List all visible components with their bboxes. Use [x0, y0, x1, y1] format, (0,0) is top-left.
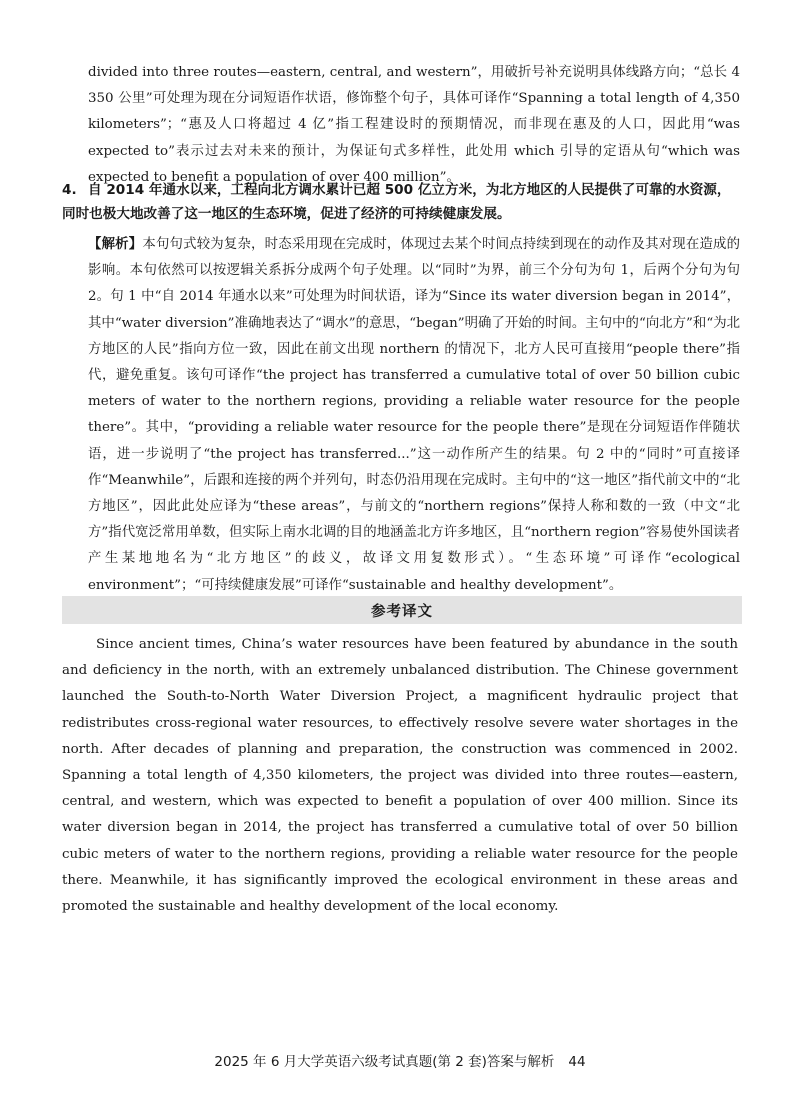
- section-header: [62, 596, 742, 624]
- section-title: 参考译文: [371, 603, 433, 620]
- page-number: 44: [568, 1054, 586, 1070]
- translation-paragraph: Since ancient times, China’s water resources have been featured by abundance in the south and deficiency in the north, with an extremely unbalanced distribution. The Chinese government launched the South-to-North Water Diversion Project, a magnificent hydraulic project that redistributes cross-regional water resources, to effectively resolve severe water shortages in the north. After decades of planning and preparation, the construction was commenced in 2002. Spanning a total length of 4,350 kilometers, the project was divided into three routes—eastern, central, and western, which was expected to benefit a population of over 400 million. Since its water diversion began in 2014, the project has transferred a cumulative total of over 50 billion cubic meters of water to the northern regions, providing a reliable water resource for the people there. Meanwhile, it has significantly improved the ecological environment in these areas and promoted the sustainable and healthy development of the local economy.: [62, 637, 738, 915]
- analysis-tag: 【解析】: [88, 237, 143, 252]
- footer-title: 2025 年 6 月大学英语六级考试真题(第 2 套)答案与解析: [214, 1054, 555, 1070]
- question-text: 自 2014 年通水以来，工程向北方调水累计已超 500 亿立方米，为北方地区的人民提供了可靠的水资源，同时也极大地改善了这一地区的生态环境，促进了经济的可持续健康发展。: [62, 182, 731, 222]
- analysis-text: 本句句式较为复杂，时态采用现在完成时，体现过去某个时间点持续到现在的动作及其对现在造成的影响。本句依然可以按逻辑关系拆分成两个句子处理。以“同时”为界，前三个分句为句 1，后两个分句为句 2。句 1 中“自 2014 年通水以来”可处理为时间状语，译为“Since its water diversion began in 2014”，其中“water diversion”准确地表达了“调水”的意思，“began”明确了开始的时间。主句中的“向北方”和“为北方地区的人民”指向方位一致，因此在前文出现 northern 的情况下，北方人民可直接用“people there”指代，避免重复。该句可译作“the project has transferred a cumulative total of over 50 billion cubic meters of water to the northern regions, providing a reliable water resource for the people there”。其中，“providing a reliable water resource for the people there”是现在分词短语作伴随状语，进一步说明了“the project has transferred...”这一动作所产生的结果。句 2 中的“同时”可直接译作“Meanwhile”，后跟和连接的两个并列句，时态仍沿用现在完成时。主句中的“这一地区”指代前文中的“北方地区”，因此此处应译为“these areas”，与前文的“northern regions”保持人称和数的一致（中文“北方”指代宽泛常用单数，但实际上南水北调的目的地涵盖北方许多地区，且“northern region”容易使外国读者产生某地地名为“北方地区”的歧义，故译文用复数形式）。“生态环境”可译作“ecological environment”；“可持续健康发展”可译作“sustainable and healthy development”。: [88, 237, 741, 593]
- analysis-paragraph: [88, 232, 740, 599]
- question-4: [62, 178, 742, 226]
- page-footer: [0, 1050, 800, 1070]
- question-number: 4.: [62, 182, 77, 198]
- intro-paragraph: divided into three routes—eastern, central, and western”，用破折号补充说明具体线路方向；“总长 4 350 公里”可处理为现在分词短语作状语，修饰整个句子，具体可译作“Spanning a total length of 4,350 kilometers”；“惠及人口将超过 4 亿”指工程建设时的预期情况，而非现在惠及的人口，因此用“was expected to”表示过去对未来的预计，为保证句式多样性，此处用 which 引导的定语从句“which was expected to benefit a population of over 400 million”。: [88, 65, 740, 185]
